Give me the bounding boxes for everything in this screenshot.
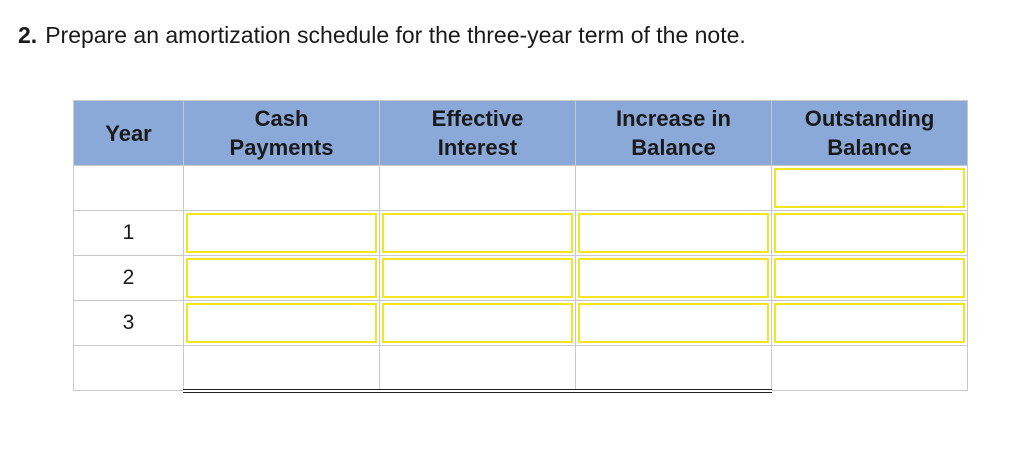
increase-in-balance-cell	[576, 166, 772, 211]
table-row	[74, 256, 968, 301]
question-prompt	[18, 20, 746, 50]
effective-interest-input[interactable]	[382, 213, 573, 253]
outstanding-balance-input[interactable]	[774, 303, 965, 343]
year-cell	[74, 166, 184, 211]
header-outstanding-balance: Outstanding Balance	[772, 101, 968, 166]
header-row	[74, 101, 968, 166]
outstanding-balance-cell	[772, 301, 968, 346]
header-effective-interest: Effective Interest	[380, 101, 576, 166]
header-year: Year	[74, 101, 184, 166]
effective-interest-cell	[380, 256, 576, 301]
table-row	[74, 301, 968, 346]
outstanding-balance-total-cell	[772, 346, 968, 391]
effective-interest-input[interactable]	[382, 258, 573, 298]
effective-interest-cell	[380, 211, 576, 256]
effective-interest-total-cell	[380, 346, 576, 391]
cash-payments-total-cell	[184, 346, 380, 391]
cash-payments-cell	[184, 256, 380, 301]
year-cell	[74, 346, 184, 391]
outstanding-balance-cell	[772, 211, 968, 256]
cash-payments-cell	[184, 211, 380, 256]
effective-interest-cell	[380, 301, 576, 346]
totals-row	[74, 346, 968, 391]
outstanding-balance-cell	[772, 256, 968, 301]
increase-in-balance-input[interactable]	[578, 258, 769, 298]
increase-in-balance-input[interactable]	[578, 213, 769, 253]
year-cell: 2	[74, 256, 184, 301]
effective-interest-cell	[380, 166, 576, 211]
cash-payments-cell	[184, 166, 380, 211]
increase-in-balance-total-cell	[576, 346, 772, 391]
increase-in-balance-cell	[576, 211, 772, 256]
header-increase-in-balance: Increase in Balance	[576, 101, 772, 166]
increase-in-balance-cell	[576, 301, 772, 346]
outstanding-balance-input[interactable]	[774, 258, 965, 298]
outstanding-balance-cell	[772, 166, 968, 211]
question-number: 2.	[18, 22, 38, 48]
cash-payments-cell	[184, 301, 380, 346]
table-row	[74, 166, 968, 211]
increase-in-balance-cell	[576, 256, 772, 301]
outstanding-balance-input[interactable]	[774, 213, 965, 253]
question-text: Prepare an amortization schedule for the three-year term of the note.	[45, 22, 746, 48]
year-cell: 3	[74, 301, 184, 346]
amortization-schedule-table	[73, 100, 968, 393]
cash-payments-input[interactable]	[186, 303, 377, 343]
effective-interest-input[interactable]	[382, 303, 573, 343]
header-cash-payments: Cash Payments	[184, 101, 380, 166]
table-row	[74, 211, 968, 256]
outstanding-balance-input[interactable]	[774, 168, 965, 208]
increase-in-balance-input[interactable]	[578, 303, 769, 343]
cash-payments-input[interactable]	[186, 213, 377, 253]
year-cell: 1	[74, 211, 184, 256]
cash-payments-input[interactable]	[186, 258, 377, 298]
